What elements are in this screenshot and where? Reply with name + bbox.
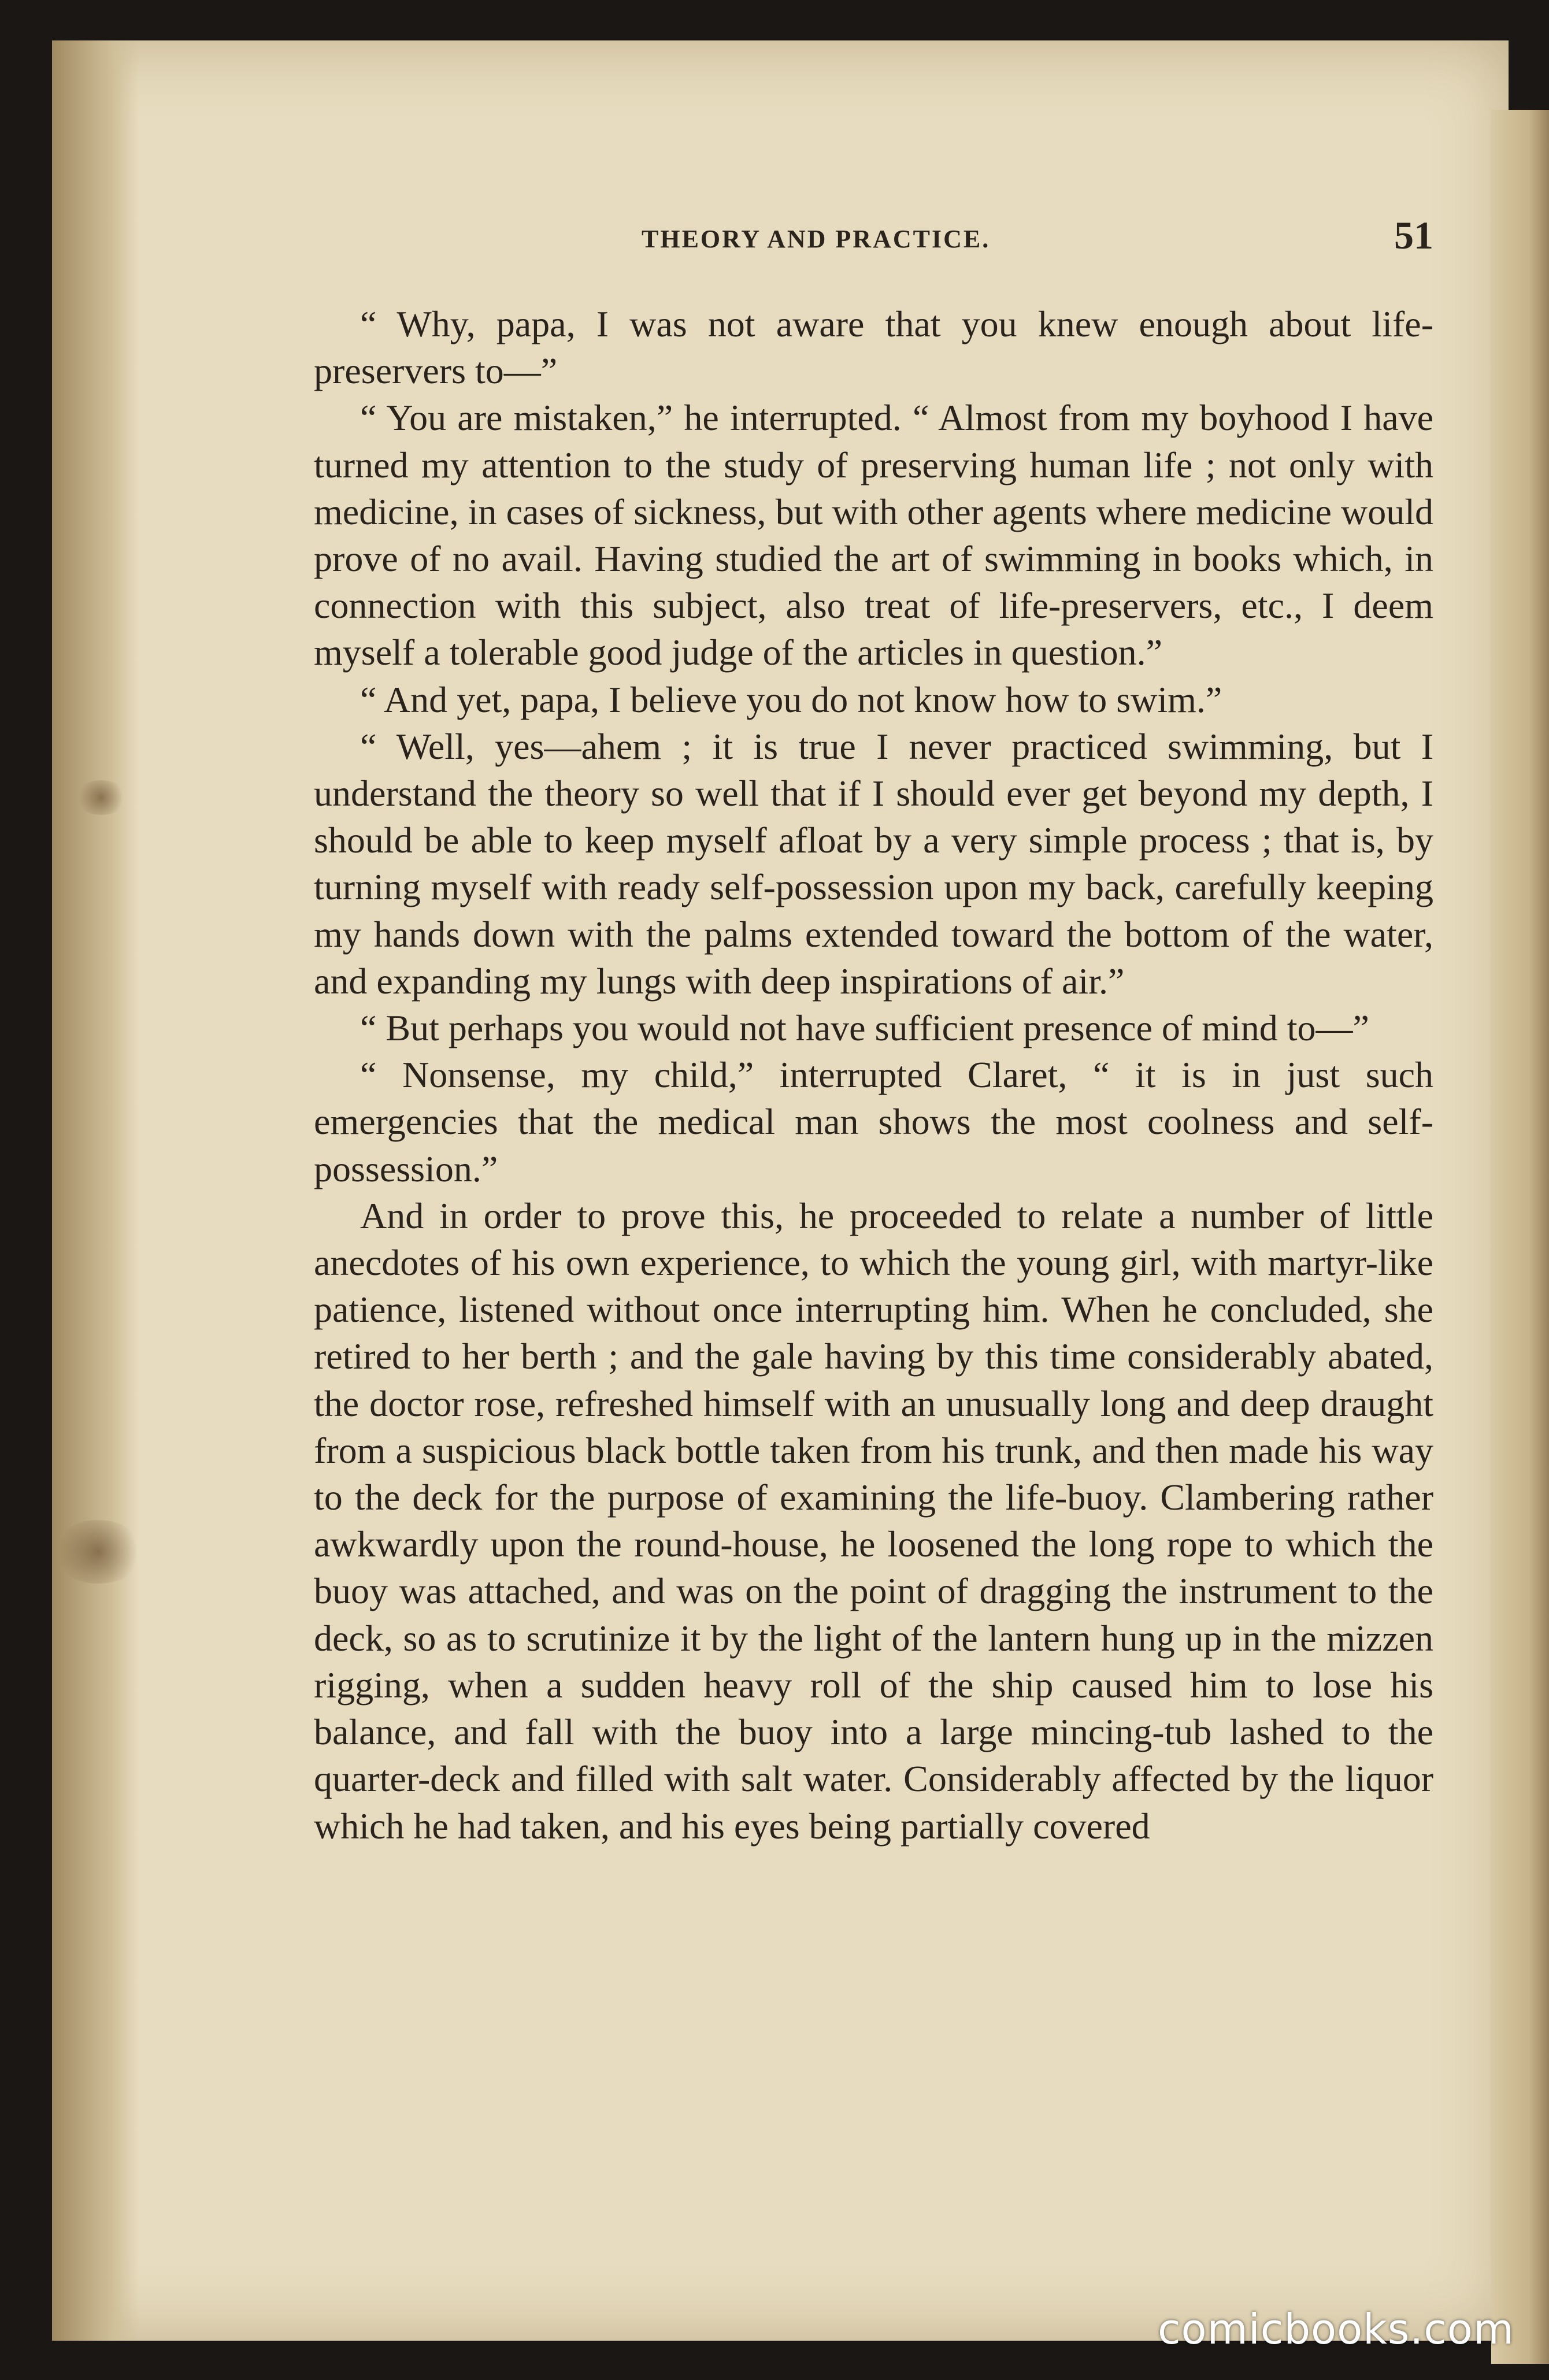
page-gutter — [52, 40, 139, 2341]
page-number: 51 — [1394, 213, 1433, 257]
paragraph: “ Nonsense, my child,” interrupted Claret, “ it is in just such emergencies that the medical man shows the most coolness and self-possession.” — [314, 1054, 1433, 1189]
stain — [52, 1520, 144, 1584]
running-head: THEORY AND PRACTICE. — [642, 225, 991, 253]
watermark: comicbooks.com — [1157, 2305, 1514, 2353]
body-text — [314, 301, 1433, 1849]
paragraph: “ But perhaps you would not have sufficient presence of mind to—” — [360, 1007, 1369, 1049]
page-header — [318, 208, 1433, 266]
paragraph: “ Well, yes—ahem ; it is true I never practiced swimming, but I understand the theory so well that if I should ever get beyond my depth, I should be able to keep myself afloat by a very simple process ; that is, by turning myself with ready self-possession upon my back, carefully keeping my hands down with the palms extended toward the bottom of the water, and expanding my lungs with deep inspirations of air.” — [314, 725, 1433, 1002]
paragraph: “ And yet, papa, I believe you do not know how to swim.” — [360, 679, 1222, 720]
paragraph: “ You are mistaken,” he interrupted. “ Almost from my boyhood I have turned my attention to the study of preserving human life ; not only with medicine, in cases of sickness, but with other agents where medicine would prove of no avail. Having studied the art of swimming in books which, in connection with this subject, also treat of life-preservers, etc., I deem myself a tolerable good judge of the articles in question.” — [314, 397, 1433, 673]
book-page — [52, 40, 1509, 2341]
paragraph: And in order to prove this, he proceeded to relate a number of little anecdotes of his own experience, to which the young girl, with martyr-like patience, listened without once interrupting him. When he concluded, she retired to her berth ; and the gale having by this time considerably abated, the doctor rose, refreshed himself with an unusually long and deep draught from a suspicious black bottle taken from his trunk, and then made his way to the deck for the purpose of examining the life-buoy. Clambering rather awkwardly upon the round-house, he loosened the long rope to which the buoy was attached, and was on the point of dragging the instrument to the deck, so as to scrutinize it by the light of the lantern hung up in the mizzen rigging, when a sudden heavy roll of the ship caused him to lose his balance, and fall with the buoy into a large mincing-tub lashed to the quarter-deck and filled with salt water. Considerably affected by the liquor which he had taken, and his eyes being partially covered — [314, 1195, 1433, 1847]
paragraph: “ Why, papa, I was not aware that you knew enough about life-preservers to—” — [314, 303, 1433, 392]
stain — [75, 780, 127, 815]
page-edge — [1491, 110, 1549, 2364]
